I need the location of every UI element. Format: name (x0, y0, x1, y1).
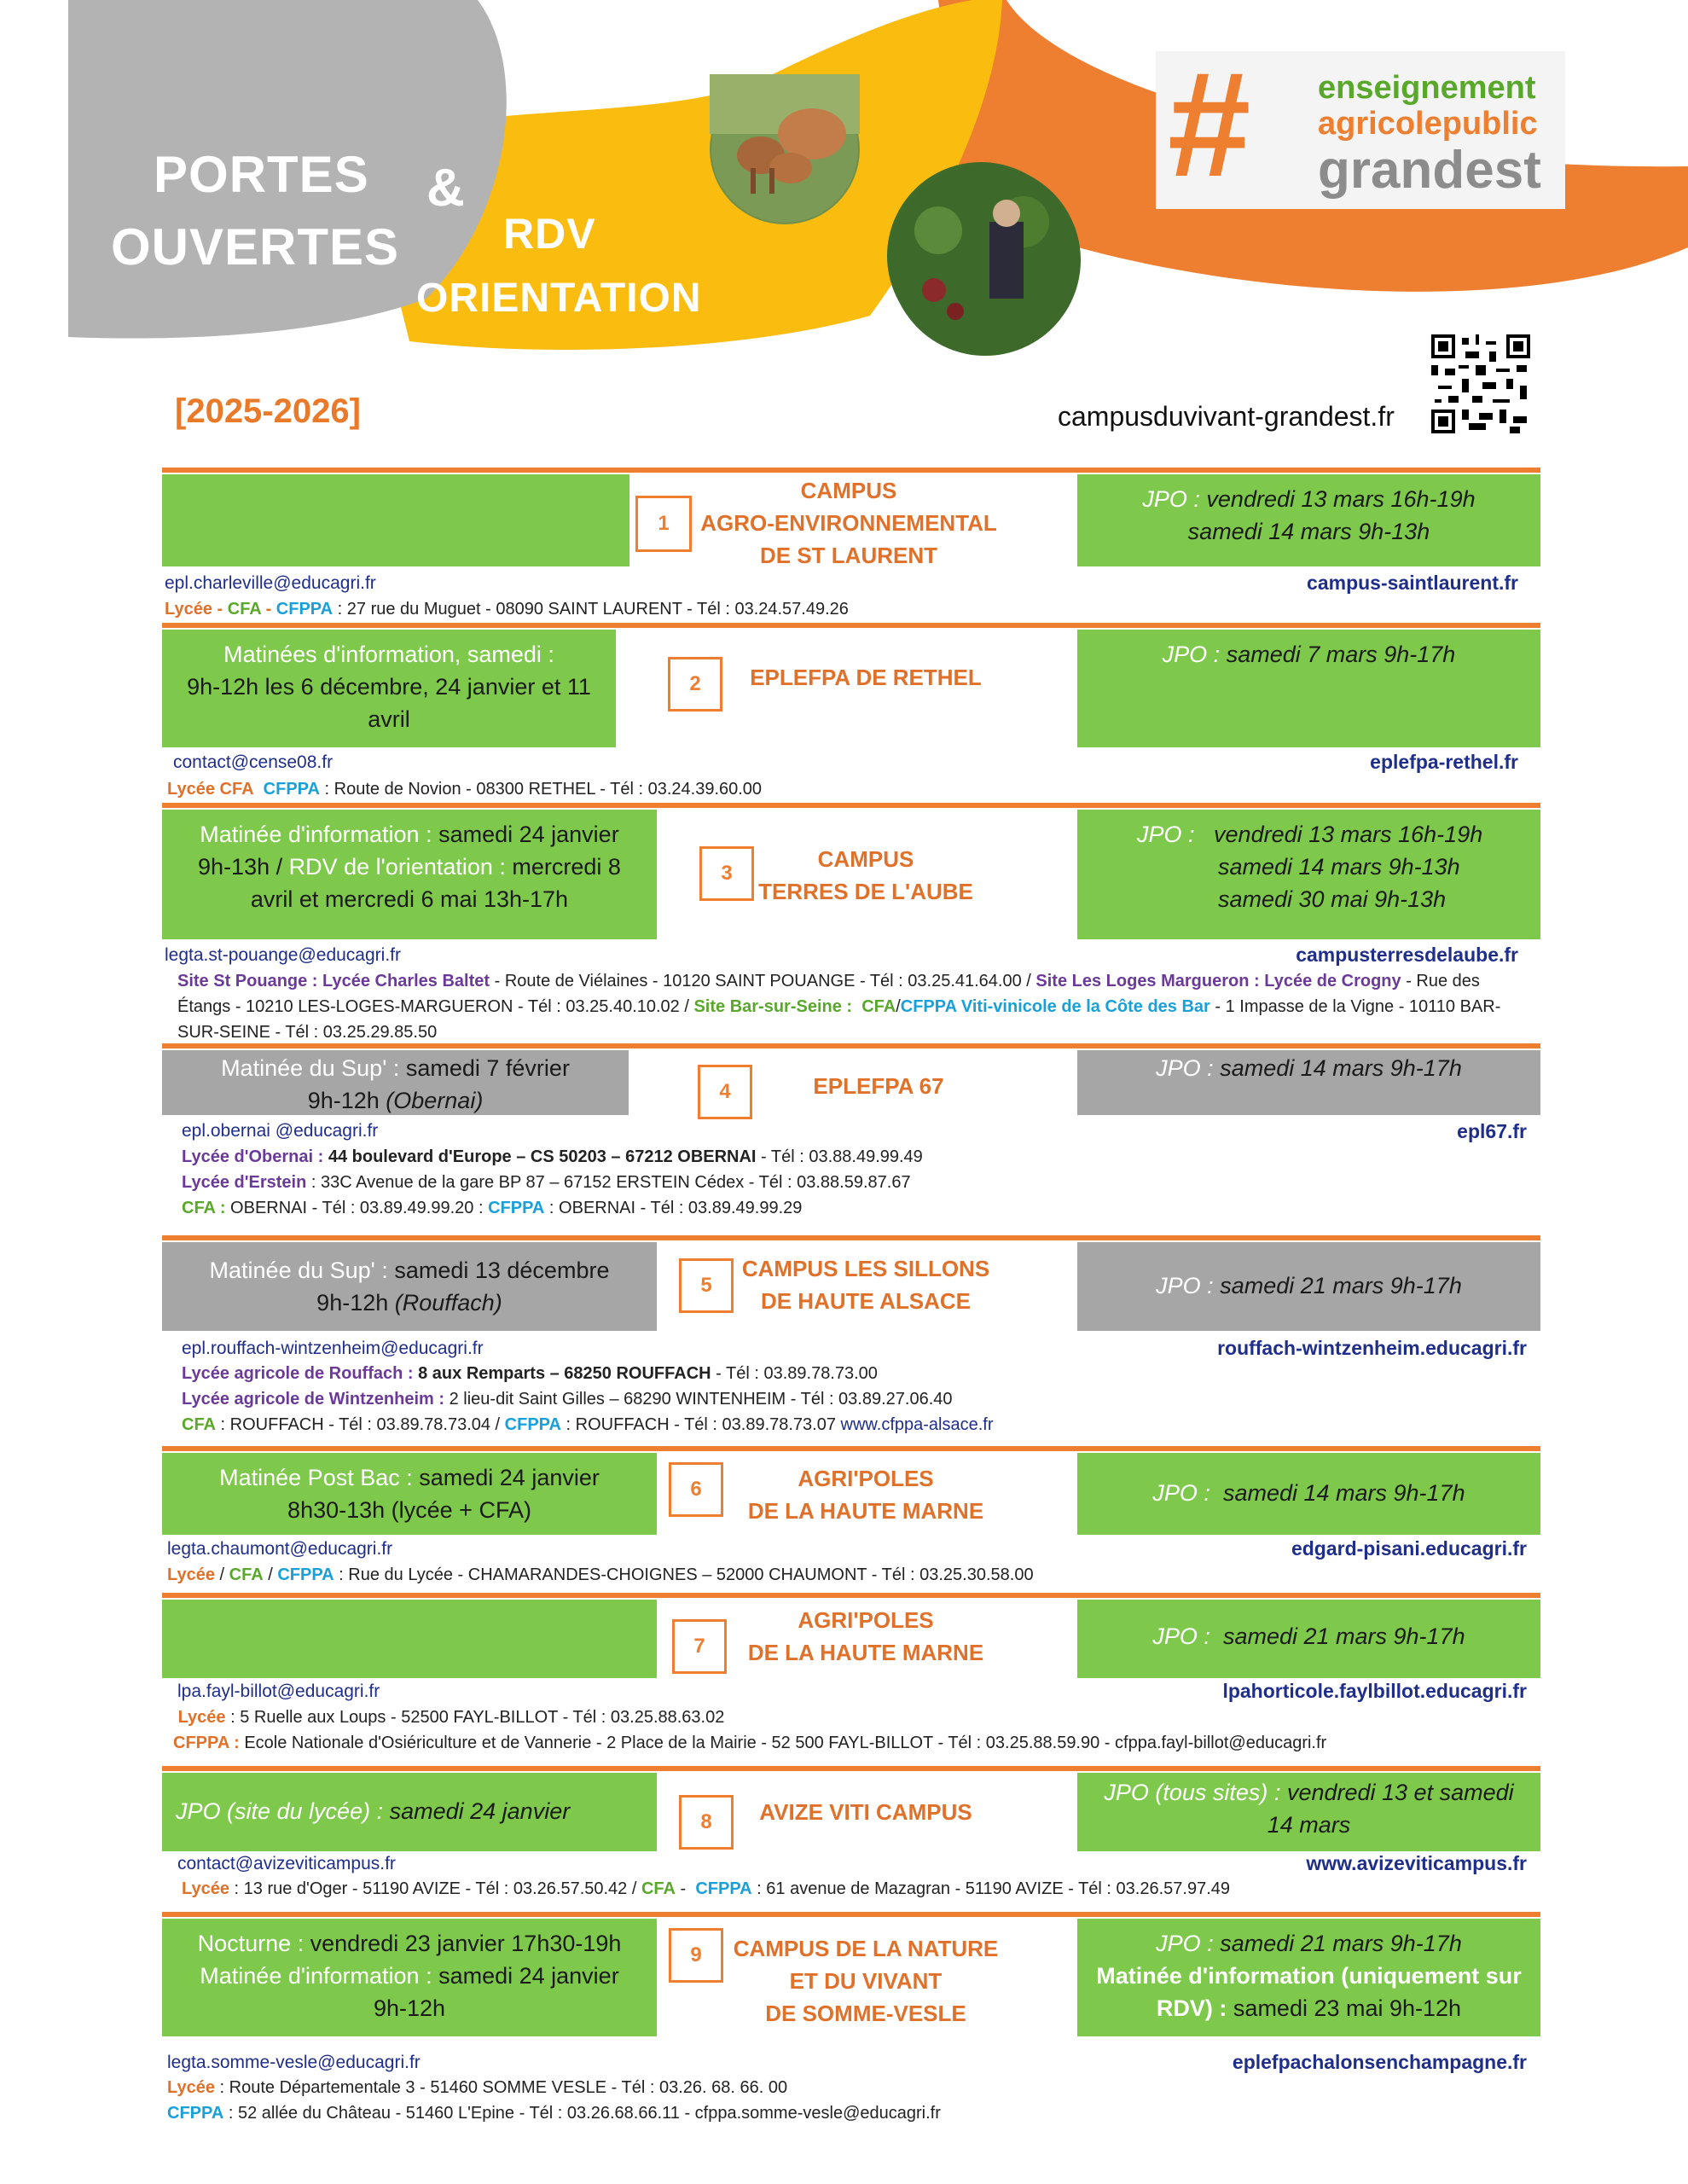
entry5-number: 5 (679, 1258, 734, 1313)
entry2-email[interactable]: contact@cense08.fr (173, 752, 334, 772)
entry6-address: Lycée / CFA / CFPPA : Rue du Lycée - CHAMARANDES-CHOIGNES – 52000 CHAUMONT - Tél : 03.25.30.58.00 (167, 1565, 1034, 1584)
entry2-address: Lycée CFA CFPPA : Route de Novion - 08300 RETHEL - Tél : 03.24.39.60.00 (167, 780, 763, 799)
entry7-info-box (162, 1600, 657, 1678)
entry6-info-box: Matinée Post Bac : samedi 24 janvier 8h30-13h (lycée + CFA) (162, 1453, 657, 1535)
entry4-info-box: Matinée du Sup' : samedi 7 février 9h-12h (Obernai) (162, 1050, 629, 1115)
entry9-info-box: Nocturne : vendredi 23 janvier 17h30-19h Matinée d'information : samedi 24 janvier 9h-12h (162, 1919, 657, 2036)
vineyard-photo (887, 162, 1083, 358)
entry2-campus-name: EPLEFPA DE RETHEL (750, 665, 982, 690)
entry3-number: 3 (699, 846, 754, 901)
entry3-info-box: Matinée d'information : samedi 24 janvier 9h-13h / RDV de l'orientation : mercredi 8 avril et mercredi 6 mai 13h-17h (162, 810, 657, 939)
entry3-campus-name: CAMPUS TERRES DE L'AUBE (758, 846, 973, 904)
entry8-jpo-box: JPO (tous sites) : vendredi 13 et samedi 14 mars (1077, 1773, 1540, 1851)
entry7-address: Lycée : 5 Ruelle aux Loups - 52500 FAYL-BILLOT - Tél : 03.25.88.63.02 CFPPA : Ecole Nationale d'Osiériculture et de Vannerie - 2 Place de la Mairie - 52 500 FAYL-BILLOT - Tél : 03.25.88.59.90 - cfppa.fayl-billot@educagri.fr (173, 1708, 1327, 1752)
entry6-website[interactable]: edgard-pisani.educagri.fr (1291, 1537, 1527, 1560)
separator (162, 468, 1540, 473)
entry8-email[interactable]: contact@avizeviticampus.fr (177, 1854, 396, 1873)
entry9-number: 9 (669, 1928, 723, 1983)
entry5-campus-name: CAMPUS LES SILLONS DE HAUTE ALSACE (741, 1256, 990, 1314)
title-portes: PORTES (154, 146, 369, 203)
separator (162, 1766, 1540, 1771)
entry7-jpo-box: JPO : samedi 21 mars 9h-17h (1077, 1600, 1540, 1678)
title-rdv: RDV (503, 210, 596, 258)
entry7-email[interactable]: lpa.fayl-billot@educagri.fr (177, 1682, 380, 1701)
entry3-jpo-box: JPO : vendredi 13 mars 16h-19h samedi 14 mars 9h-13h samedi 30 mai 9h-13h (1077, 810, 1540, 939)
entry6-campus-name: AGRI'POLES DE LA HAUTE MARNE (747, 1466, 984, 1524)
entry9-address: Lycée : Route Départementale 3 - 51460 SOMME VESLE - Tél : 03.26. 68. 66. 00 CFPPA : 52 allée du Château - 51460 L'Epine - Tél : 03.26.68.66.11 - cfppa.somme-vesle@educagri.fr (167, 2078, 941, 2123)
entry1-campus-name: CAMPUS AGRO-ENVIRONNEMENTAL DE ST LAURENT (700, 478, 997, 568)
qr-code[interactable] (1431, 334, 1530, 433)
entry3-email[interactable]: legta.st-pouange@educagri.fr (165, 945, 401, 965)
logo-enseignement-agricole (1156, 42, 1565, 209)
entry4-number: 4 (698, 1065, 752, 1119)
entry1-number: 1 (635, 496, 692, 552)
entry8-website[interactable]: www.avizeviticampus.fr (1306, 1852, 1527, 1874)
entry3-website[interactable]: campusterresdelaube.fr (1296, 944, 1518, 966)
entry7-number: 7 (672, 1619, 727, 1674)
entry4-campus-name: EPLEFPA 67 (813, 1073, 944, 1099)
entry8-number: 8 (679, 1795, 734, 1850)
cows-photo (710, 74, 860, 224)
entry3-address: Site St Pouange : Lycée Charles Baltet - Route de Viélaines - 10120 SAINT POUANGE - Tél : 03.25.41.64.00 / Site Les Loges Margueron : Lycée de Crogny - Rue des Étangs - 10210 LES-LOGES-MARGUERON - Tél : 03.25.40.10.02 / Site Bar-sur-Seine : CFA/CFPPA Viti-vinicole de la Côte des Bar - 1 Impasse de la Vigne - 10110 BAR-SUR-SEINE - Tél : 03.25.29.85.50 (177, 972, 1501, 1042)
entry4-address: Lycée d'Obernai : 44 boulevard d'Europe – CS 50203 – 67212 OBERNAI - Tél : 03.88.49.99.49 Lycée d'Erstein : 33C Avenue de la gare BP 87 – 67152 ERSTEIN Cédex - Tél : 03.88.59.87.67 CFA : OBERNAI - Tél : 03.89.49.99.20 : CFPPA : OBERNAI - Tél : 03.89.49.99.29 (182, 1147, 923, 1217)
separator (162, 1446, 1540, 1451)
separator (162, 803, 1540, 808)
entry4-website[interactable]: epl67.fr (1457, 1120, 1527, 1142)
separator (162, 1912, 1540, 1917)
entry7-website[interactable]: lpahorticole.faylbillot.educagri.fr (1222, 1680, 1527, 1702)
title-ouvertes: OUVERTES (111, 218, 400, 276)
entry2-website[interactable]: eplefpa-rethel.fr (1370, 751, 1518, 773)
entry5-info-box: Matinée du Sup' : samedi 13 décembre 9h-12h (Rouffach) (162, 1242, 657, 1331)
title-orientation: ORIENTATION (416, 276, 702, 321)
entry8-info-box: JPO (site du lycée) : samedi 24 janvier (162, 1773, 657, 1851)
separator (162, 1235, 1540, 1240)
logo-line1: enseignement (1318, 70, 1536, 106)
entry1-info-box (162, 474, 629, 566)
separator (162, 623, 1540, 628)
entry5-address: Lycée agricole de Rouffach : 8 aux Remparts – 68250 ROUFFACH - Tél : 03.89.78.73.00 Lycée agricole de Wintzenheim : 2 lieu-dit Saint Gilles – 68290 WINTENHEIM - Tél : 03.89.27.06.40 CFA : ROUFFACH - Tél : 03.89.78.73.04 / CFPPA : ROUFFACH - Tél : 03.89.78.73.07 www.cfppa-alsace.fr (182, 1364, 994, 1434)
separator (162, 1043, 1540, 1048)
separator (162, 1593, 1540, 1598)
entry2-number: 2 (668, 657, 722, 712)
entry4-email[interactable]: epl.obernai @educagri.fr (182, 1121, 379, 1141)
title-ampersand: & (426, 159, 465, 218)
logo-hash: # (1168, 42, 1251, 208)
entry1-website[interactable]: campus-saintlaurent.fr (1307, 572, 1518, 594)
logo-line2: agricolepublic (1318, 106, 1538, 142)
entry6-number: 6 (669, 1462, 723, 1517)
entry2-info-box: Matinées d'information, samedi : 9h-12h les 6 décembre, 24 janvier et 11 avril (162, 630, 616, 747)
school-year: [2025-2026] (175, 392, 361, 430)
entry5-jpo-box: JPO : samedi 21 mars 9h-17h (1077, 1242, 1540, 1331)
entry8-address: Lycée : 13 rue d'Oger - 51190 AVIZE - Tél : 03.26.57.50.42 / CFA - CFPPA : 61 avenue de Mazagran - 51190 AVIZE - Tél : 03.26.57.97.49 (182, 1879, 1230, 1898)
entry5-email[interactable]: epl.rouffach-wintzenheim@educagri.fr (182, 1339, 484, 1358)
entry6-email[interactable]: legta.chaumont@educagri.fr (167, 1539, 393, 1559)
entry2-jpo-box: JPO : samedi 7 mars 9h-17h (1077, 630, 1540, 747)
entry7-campus-name: AGRI'POLES DE LA HAUTE MARNE (747, 1607, 984, 1665)
website-link[interactable]: campusduvivant-grandest.fr (1058, 401, 1395, 432)
entry9-campus-name: CAMPUS DE LA NATURE ET DU VIVANT DE SOMME-VESLE (733, 1936, 999, 2026)
entry1-address: Lycée - CFA - CFPPA : 27 rue du Muguet - 08090 SAINT LAURENT - Tél : 03.24.57.49.26 (165, 600, 849, 619)
entry9-email[interactable]: legta.somme-vesle@educagri.fr (167, 2053, 421, 2072)
entry1-jpo-box: JPO : vendredi 13 mars 16h-19h samedi 14 mars 9h-13h (1077, 474, 1540, 566)
logo-line3: grandest (1318, 141, 1541, 200)
entry8-campus-name: AVIZE VITI CAMPUS (759, 1799, 972, 1825)
entry5-website[interactable]: rouffach-wintzenheim.educagri.fr (1217, 1337, 1527, 1359)
entry9-jpo-box: JPO : samedi 21 mars 9h-17h Matinée d'information (uniquement sur RDV) : samedi 23 mai 9h-12h (1077, 1919, 1540, 2036)
entry9-website[interactable]: eplefpachalonsenchampagne.fr (1232, 2051, 1527, 2073)
entry1-email[interactable]: epl.charleville@educagri.fr (165, 573, 376, 593)
entry4-jpo-box: JPO : samedi 14 mars 9h-17h (1077, 1050, 1540, 1115)
entry6-jpo-box: JPO : samedi 14 mars 9h-17h (1077, 1453, 1540, 1535)
